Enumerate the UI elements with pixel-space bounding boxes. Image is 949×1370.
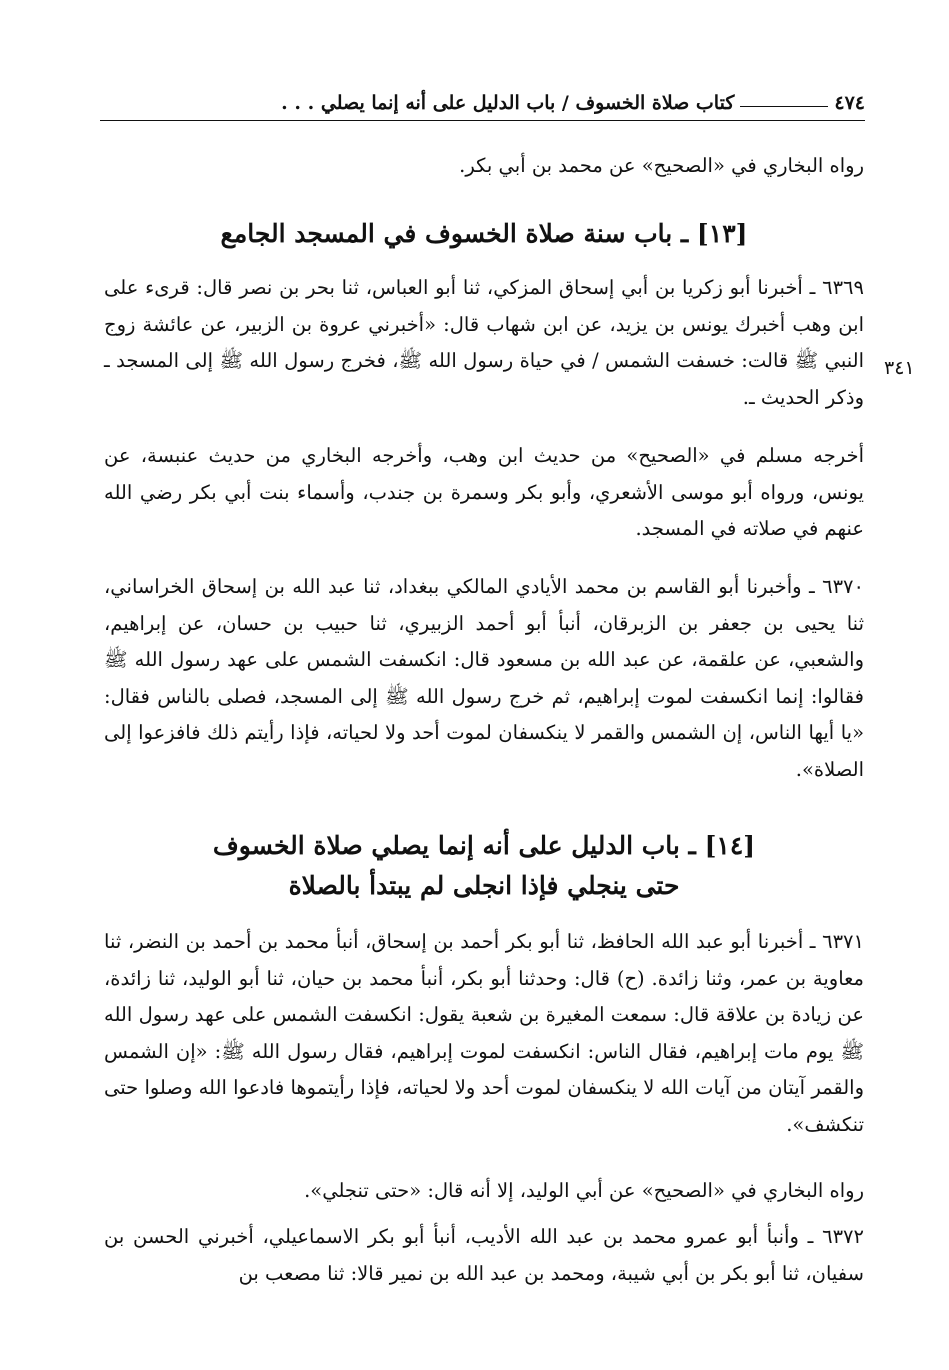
hadith-6372: ٦٣٧٢ ـ وأنبأ أبو عمرو محمد بن عبد الله الأديب، أنبأ أبو بكر الاسماعيلي، أخبرني الحسن بن سفيان، ثنا أبو بكر بن أبي شيبة، ومحمد بن عبد الله بن نمير قالا: ثنا مصعب بن [104,1225,864,1285]
margin-page-reference: ٣٤١ [884,357,915,379]
page-number: ٤٧٤ [834,92,865,114]
hadith-6369: ٦٣٦٩ ـ أخبرنا أبو زكريا بن أبي إسحاق المزكي، ثنا أبو العباس، ثنا بحر بن نصر قال: قرىء على ابن وهب أخبرك يونس بن يزيد، عن ابن شهاب قال: «أخبرني عروة بن الزبير، عن عائشة زوج النبي ﷺ قالت: خسفت الشمس / في حياة رسول الله ﷺ، فخرج رسول الله ﷺ إلى المسجد ـ وذكر الحديث ـ. [104,276,864,409]
header-divider [100,120,865,121]
header-rule [740,106,828,107]
paragraph-bukhari-note-2: رواه البخاري في «الصحيح» عن أبي الوليد، إلا أنه قال: «حتى تنجلي». [304,1179,864,1202]
chapter-heading-14-line1: [١٤] ـ باب الدليل على أنه إنما يصلي صلاة الخسوف [212,831,756,860]
running-title: كتاب صلاة الخسوف / باب الدليل على أنه إنما يصلي . . . [281,92,735,114]
running-header [100,86,865,120]
chapter-heading-14-line2: حتى ينجلي فإذا انجلى لم يبتدأ بالصلاة [288,871,680,900]
hadith-6370: ٦٣٧٠ ـ وأخبرنا أبو القاسم بن محمد الأيادي المالكي ببغداد، ثنا عبد الله بن إسحاق الخراساني، ثنا يحيى بن جعفر بن الزبرقان، أنبأ أبو أحمد الزبيري، ثنا حبيب بن حسان، عن إبراهيم، والشعبي، عن علقمة، عن عبد الله بن مسعود قال: انكسفت الشمس على عهد رسول الله ﷺ فقالوا: إنما انكسفت لموت إبراهيم، ثم خرج رسول الله ﷺ إلى المسجد، فصلى بالناس فقال: «يا أيها الناس، إن الشمس والقمر لا ينكسفان لموت أحد ولا لحياته، فإذا رأيتم ذلك فافزعوا إلى الصلاة». [104,575,864,781]
paragraph-takhrij: أخرجه مسلم في «الصحيح» من حديث ابن وهب، وأخرجه البخاري من حديث عنبسة، عن يونس، ورواه أبو موسى الأشعري، وأبو بكر وسمرة بن جندب، وأسماء بنت أبي بكر رضي الله عنهم في صلاته في المسجد. [104,444,864,540]
chapter-heading-13: [١٣] ـ باب سنة صلاة الخسوف في المسجد الجامع [220,219,748,248]
hadith-6371: ٦٣٧١ ـ أخبرنا أبو عبد الله الحافظ، ثنا أبو بكر أحمد بن إسحاق، أنبأ محمد بن أحمد بن النضر، ثنا معاوية بن عمر، وثنا زائدة. (ح) قال: وحدثنا أبو بكر، أنبأ محمد بن حيان، ثنا أبو الوليد، ثنا زائدة، عن زيادة بن علاقة قال: سمعت المغيرة بن شعبة يقول: انكسفت الشمس على عهد رسول الله ﷺ يوم مات إبراهيم، فقال الناس: انكسفت لموت إبراهيم، فقال رسول الله ﷺ: «إن الشمس والقمر آيتان من آيات الله لا ينكسفان لموت أحد ولا لحياته، فإذا رأيتموها فادعوا الله وصلوا حتى تنكشف». [104,930,864,1136]
paragraph-bukhari-note: رواه البخاري في «الصحيح» عن محمد بن أبي بكر. [459,154,864,177]
